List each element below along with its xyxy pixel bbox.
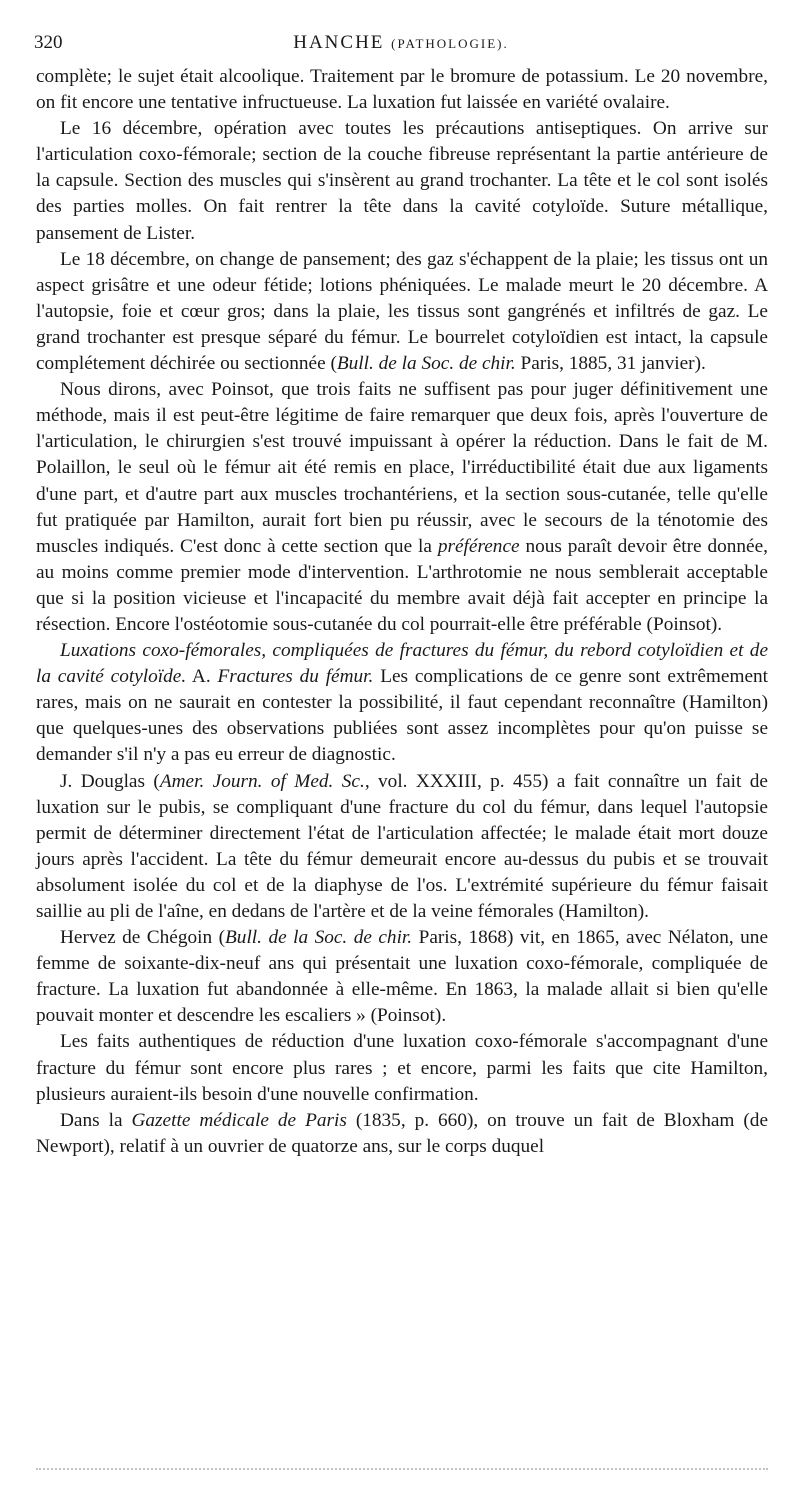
running-header: [34, 30, 768, 56]
paragraph-3: [36, 247, 768, 377]
scan-artifact-divider: [36, 1468, 768, 1474]
paragraph-6: [36, 769, 768, 926]
subsection-heading-fractures: Fractures du fémur.: [217, 666, 374, 688]
paragraph-5: [36, 638, 768, 768]
paragraph-4-text-b: nous paraît devoir être donnée, au moins comme premier mode d'intervention. L'arthrotomie ne nous semblerait acceptable que si la position vicieuse et l'incapacité du membre avait déjà fait accepter en principe la résection. Encore l'ostéotomie sous-cutanée du col pourrait-elle être préférable (Poinsot).: [36, 535, 768, 635]
paragraph-5-mid: A.: [186, 666, 218, 688]
paragraph-6-text-b: , vol. XXXIII, p. 455) a fait connaître un fait de luxation sur le pubis, se compliquant d'une fracture du col du fémur, dans lequel l'autopsie permit de déterminer directement l'état de l'articulation affectée; le malade était mort douze jours après l'accident. La tête du fémur demeurait encore au-dessus du pubis et se trouvait absolument isolée du col et de la diaphyse de l'os. L'extrémité supérieure du fémur faisait saillie au pli de l'aîne, en dedans de l'artère et de la veine fémorales (Hamilton).: [36, 770, 768, 922]
paragraph-6-citation: Amer. Journ. of Med. Sc.: [159, 770, 365, 792]
paragraph-8: Les faits authentiques de réduction d'une luxation coxo-fémorale s'accompagnant d'une fracture du fémur sont encore plus rares ; et encore, parmi les faits que cite Hamilton, plusieurs auraient-ils besoin d'une nouvelle confirmation.: [36, 1031, 768, 1105]
paragraph-4-text-a: Nous dirons, avec Poinsot, que trois faits ne suffisent pas pour juger définitivement une méthode, mais il est peut-être légitime de faire remarquer que deux fois, après l'ouverture de l'articulation, le chirurgien s'est trouvé impuissant à opérer la réduction. Dans le fait de M. Polaillon, le seul où le fémur ait été remis en place, l'irréductibilité était due aux ligaments d'une part, et d'autre part aux muscles trochantériens, et la section sous-cutanée, telle qu'elle fut pratiquée par Hamilton, aurait fort bien pu réussir, avec le secours de la ténotomie des muscles indiqués. C'est donc à cette section que la: [36, 379, 768, 557]
paragraph-7-citation: Bull. de la Soc. de chir.: [225, 927, 413, 949]
running-title-main: HANCHE: [293, 32, 385, 53]
paragraph-9-citation: Gazette médicale de Paris: [131, 1109, 347, 1131]
paragraph-7-text-b: Paris, 1868) vit, en 1865, avec Nélaton, une femme de soixante-dix-neuf ans qui présentait une luxation coxo-fémorale, compliquée de fracture. La luxation fut abandonnée à elle-même. En 1863, la malade allait si bien qu'elle pouvait monter et descendre les escaliers » (Poinsot).: [36, 927, 768, 1027]
paragraph-2: Le 16 décembre, opération avec toutes les précautions antiseptiques. On arrive sur l'articulation coxo-fémorale; section de la couche fibreuse représentant la partie antérieure de la capsule. Section des muscles qui s'insèrent au grand trochanter. La tête et le col sont isolés des parties molles. On fait rentrer la tête dans la cavité cotyloïde. Suture métallique, pansement de Lister.: [36, 118, 768, 244]
page-number: 320: [34, 32, 63, 53]
paragraph-9: [36, 1108, 768, 1160]
paragraph-5-text: Les complications de ce genre sont extrêmement rares, mais on ne saurait en contester la possibilité, il faut cependant reconnaître (Hamilton) que quelques-unes des observations publiées sont assez incomplètes pour qu'on puisse se demander s'il n'y a pas eu erreur de diagnostic.: [36, 666, 768, 766]
paragraph-3-citation: Bull. de la Soc. de chir.: [336, 353, 516, 375]
paragraph-3-text: Le 18 décembre, on change de pansement; des gaz s'échappent de la plaie; les tissus ont un aspect grisâtre et une odeur fétide; lotions phéniquées. Le malade meurt le 20 décembre. A l'autopsie, foie et cœur gros; dans la plaie, les tissus sont gangrénés et infiltrés de gaz. Le grand trochanter est presque séparé du fémur. Le bourrelet cotyloïdien est intact, la capsule complétement déchirée ou sectionnée (: [36, 248, 768, 375]
section-heading-luxations: Luxations coxo-fémorales, compliquées de fractures du fémur, du rebord cotyloïdien et de la cavité cotyloïde.: [36, 640, 768, 688]
running-title-sub: (PATHOLOGIE).: [391, 36, 509, 51]
paragraph-1: complète; le sujet était alcoolique. Traitement par le bromure de potassium. Le 20 novembre, on fit encore une tentative infructueuse. La luxation fut laissée en variété ovalaire.: [36, 66, 768, 114]
paragraph-3-end: Paris, 1885, 31 janvier).: [515, 353, 706, 375]
paragraph-9-text-b: (1835, p. 660), on trouve un fait de Bloxham (de Newport), relatif à un ouvrier de quatorze ans, sur le corps duquel: [36, 1109, 769, 1157]
paragraph-7-text-a: Hervez de Chégoin (: [60, 927, 226, 949]
paragraph-6-text-a: J. Douglas (: [60, 770, 160, 792]
paragraph-4-emphasis: préférence: [437, 535, 520, 557]
paragraph-7: [36, 925, 768, 1029]
paragraph-4: [36, 377, 768, 638]
running-title: [34, 30, 768, 57]
paragraph-9-text-a: Dans la: [60, 1109, 132, 1131]
body-text: [36, 64, 768, 1160]
